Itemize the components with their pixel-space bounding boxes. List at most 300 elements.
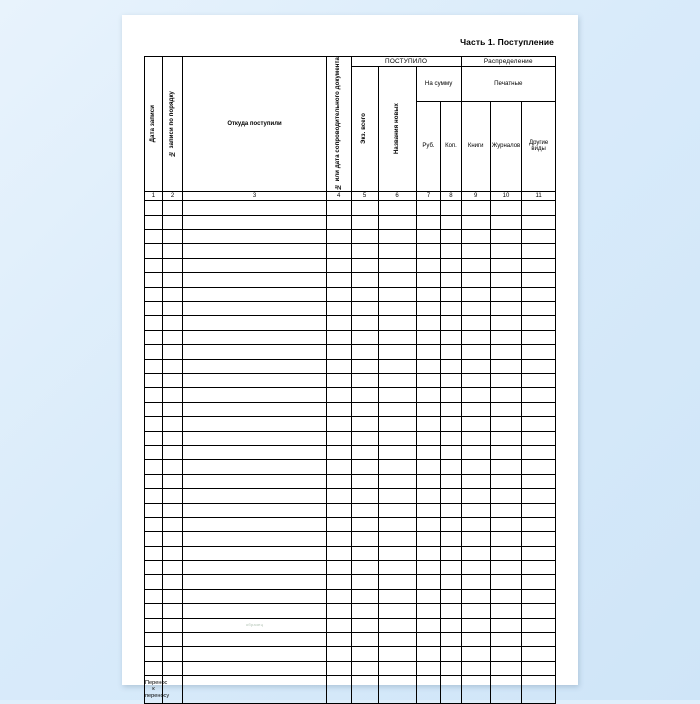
table-cell[interactable] [145, 230, 163, 244]
table-cell[interactable] [145, 316, 163, 330]
table-cell[interactable] [461, 316, 490, 330]
table-cell[interactable] [490, 647, 521, 661]
table-cell[interactable] [490, 575, 521, 589]
table-cell[interactable] [416, 618, 441, 632]
table-cell[interactable] [145, 258, 163, 272]
table-cell[interactable] [416, 258, 441, 272]
table-cell[interactable] [461, 345, 490, 359]
table-cell[interactable] [145, 575, 163, 589]
table-cell[interactable] [416, 345, 441, 359]
table-cell[interactable] [378, 273, 416, 287]
table-cell[interactable] [378, 474, 416, 488]
table-cell[interactable] [162, 230, 182, 244]
table-cell[interactable] [441, 359, 461, 373]
table-cell[interactable] [183, 302, 327, 316]
table-cell[interactable] [183, 330, 327, 344]
table-cell[interactable] [351, 373, 378, 387]
table-cell[interactable] [416, 546, 441, 560]
table-cell[interactable] [461, 589, 490, 603]
table-cell[interactable] [522, 330, 556, 344]
table-cell[interactable] [351, 561, 378, 575]
table-cell[interactable] [183, 316, 327, 330]
table-cell[interactable] [145, 402, 163, 416]
table-cell[interactable] [326, 345, 351, 359]
table-cell[interactable] [522, 215, 556, 229]
table-cell[interactable] [490, 431, 521, 445]
table-cell[interactable] [183, 258, 327, 272]
table-cell[interactable] [441, 345, 461, 359]
table-cell[interactable] [522, 517, 556, 531]
table-cell[interactable] [326, 431, 351, 445]
table-cell[interactable] [183, 244, 327, 258]
table-cell[interactable] [490, 244, 521, 258]
table-cell[interactable] [416, 604, 441, 618]
table-cell[interactable] [522, 661, 556, 675]
table-cell[interactable] [351, 532, 378, 546]
table-cell[interactable] [490, 402, 521, 416]
footer-cell-10[interactable] [490, 676, 521, 704]
table-cell[interactable] [183, 287, 327, 301]
table-cell[interactable] [522, 633, 556, 647]
table-cell[interactable] [326, 489, 351, 503]
table-cell[interactable] [416, 517, 441, 531]
table-cell[interactable] [461, 258, 490, 272]
table-cell[interactable] [416, 431, 441, 445]
footer-cell-3[interactable] [183, 676, 327, 704]
table-cell[interactable] [183, 532, 327, 546]
table-cell[interactable] [378, 388, 416, 402]
table-cell[interactable] [162, 244, 182, 258]
table-cell[interactable] [326, 517, 351, 531]
table-cell[interactable] [326, 647, 351, 661]
table-cell[interactable] [162, 359, 182, 373]
table-cell[interactable] [162, 345, 182, 359]
table-cell[interactable] [378, 561, 416, 575]
table-cell[interactable] [326, 402, 351, 416]
table-cell[interactable] [416, 561, 441, 575]
table-cell[interactable] [378, 445, 416, 459]
table-cell[interactable] [461, 417, 490, 431]
table-cell[interactable] [461, 546, 490, 560]
table-cell[interactable] [183, 460, 327, 474]
table-cell[interactable] [145, 388, 163, 402]
table-cell[interactable] [183, 230, 327, 244]
table-cell[interactable] [351, 316, 378, 330]
table-cell[interactable] [183, 474, 327, 488]
table-cell[interactable] [416, 215, 441, 229]
table-cell[interactable] [145, 604, 163, 618]
table-cell[interactable] [461, 359, 490, 373]
table-cell[interactable] [162, 445, 182, 459]
table-cell[interactable] [145, 345, 163, 359]
table-cell[interactable] [183, 273, 327, 287]
table-cell[interactable] [416, 244, 441, 258]
table-cell[interactable] [378, 345, 416, 359]
table-cell[interactable] [326, 532, 351, 546]
table-cell[interactable] [490, 661, 521, 675]
table-cell[interactable] [145, 618, 163, 632]
table-cell[interactable] [490, 287, 521, 301]
table-cell[interactable] [441, 445, 461, 459]
table-cell[interactable] [490, 388, 521, 402]
table-cell[interactable] [351, 589, 378, 603]
table-cell[interactable] [416, 503, 441, 517]
table-cell[interactable] [441, 589, 461, 603]
table-cell[interactable] [145, 417, 163, 431]
table-cell[interactable] [416, 661, 441, 675]
table-cell[interactable] [522, 532, 556, 546]
table-cell[interactable] [162, 561, 182, 575]
table-cell[interactable] [326, 201, 351, 215]
table-cell[interactable] [378, 201, 416, 215]
table-cell[interactable] [490, 633, 521, 647]
table-cell[interactable] [461, 575, 490, 589]
table-cell[interactable] [441, 287, 461, 301]
table-cell[interactable] [461, 503, 490, 517]
table-cell[interactable] [461, 302, 490, 316]
table-cell[interactable] [145, 460, 163, 474]
table-cell[interactable] [441, 244, 461, 258]
table-cell[interactable] [416, 359, 441, 373]
table-cell[interactable] [522, 345, 556, 359]
table-cell[interactable] [351, 230, 378, 244]
table-cell[interactable] [351, 388, 378, 402]
table-cell[interactable] [145, 546, 163, 560]
table-cell[interactable] [145, 302, 163, 316]
table-cell[interactable] [461, 460, 490, 474]
table-cell[interactable] [351, 302, 378, 316]
table-cell[interactable] [162, 388, 182, 402]
footer-cell-11[interactable] [522, 676, 556, 704]
table-cell[interactable] [183, 359, 327, 373]
table-cell[interactable] [461, 273, 490, 287]
table-cell[interactable] [162, 589, 182, 603]
table-cell[interactable] [522, 604, 556, 618]
table-cell[interactable] [522, 589, 556, 603]
table-cell[interactable] [416, 273, 441, 287]
table-cell[interactable] [183, 633, 327, 647]
table-cell[interactable] [351, 474, 378, 488]
table-cell[interactable] [183, 373, 327, 387]
footer-cell-5[interactable] [351, 676, 378, 704]
table-cell[interactable] [522, 503, 556, 517]
table-cell[interactable] [461, 330, 490, 344]
table-cell[interactable] [490, 273, 521, 287]
table-cell[interactable] [461, 388, 490, 402]
table-cell[interactable] [461, 230, 490, 244]
table-cell[interactable] [522, 431, 556, 445]
table-cell[interactable] [441, 604, 461, 618]
table-cell[interactable] [145, 474, 163, 488]
table-cell[interactable] [461, 474, 490, 488]
table-cell[interactable] [326, 230, 351, 244]
table-cell[interactable] [378, 589, 416, 603]
footer-cell-6[interactable] [378, 676, 416, 704]
table-cell[interactable] [145, 215, 163, 229]
table-cell[interactable] [441, 460, 461, 474]
table-cell[interactable] [441, 489, 461, 503]
table-cell[interactable] [351, 517, 378, 531]
table-cell[interactable] [416, 647, 441, 661]
table-cell[interactable] [351, 460, 378, 474]
table-cell[interactable] [490, 604, 521, 618]
table-cell[interactable] [183, 388, 327, 402]
table-cell[interactable] [145, 431, 163, 445]
table-cell[interactable] [522, 316, 556, 330]
table-cell[interactable] [326, 244, 351, 258]
table-cell[interactable] [183, 345, 327, 359]
table-cell[interactable] [441, 302, 461, 316]
table-cell[interactable] [522, 201, 556, 215]
table-cell[interactable] [145, 589, 163, 603]
table-cell[interactable] [326, 215, 351, 229]
table-cell[interactable] [326, 661, 351, 675]
table-cell[interactable] [490, 618, 521, 632]
table-cell[interactable] [461, 532, 490, 546]
table-cell[interactable] [326, 445, 351, 459]
table-cell[interactable] [351, 647, 378, 661]
table-cell[interactable] [162, 215, 182, 229]
footer-cell-9[interactable] [461, 676, 490, 704]
table-cell[interactable] [162, 316, 182, 330]
table-cell[interactable] [378, 316, 416, 330]
table-cell[interactable] [441, 633, 461, 647]
table-cell[interactable] [162, 417, 182, 431]
table-cell[interactable] [522, 230, 556, 244]
table-cell[interactable] [416, 302, 441, 316]
table-cell[interactable] [162, 431, 182, 445]
table-cell[interactable] [183, 661, 327, 675]
table-cell[interactable] [351, 431, 378, 445]
table-cell[interactable] [351, 215, 378, 229]
table-cell[interactable] [351, 273, 378, 287]
table-cell[interactable] [378, 215, 416, 229]
table-cell[interactable] [326, 503, 351, 517]
table-cell[interactable] [522, 273, 556, 287]
table-cell[interactable] [162, 402, 182, 416]
table-cell[interactable] [183, 575, 327, 589]
table-cell[interactable] [162, 273, 182, 287]
table-cell[interactable] [490, 330, 521, 344]
table-cell[interactable] [162, 575, 182, 589]
table-cell[interactable] [378, 431, 416, 445]
table-cell[interactable] [490, 503, 521, 517]
table-cell[interactable] [441, 575, 461, 589]
table-cell[interactable] [378, 460, 416, 474]
table-cell[interactable] [183, 417, 327, 431]
table-cell[interactable] [351, 503, 378, 517]
table-cell[interactable] [326, 604, 351, 618]
table-cell[interactable] [522, 561, 556, 575]
table-cell[interactable] [441, 474, 461, 488]
table-cell[interactable] [145, 633, 163, 647]
table-cell[interactable] [416, 287, 441, 301]
footer-cell-4[interactable] [326, 676, 351, 704]
table-cell[interactable] [351, 244, 378, 258]
table-cell[interactable] [351, 402, 378, 416]
table-cell[interactable] [351, 575, 378, 589]
table-cell[interactable] [522, 417, 556, 431]
table-cell[interactable] [441, 230, 461, 244]
table-cell[interactable] [490, 230, 521, 244]
table-cell[interactable] [351, 618, 378, 632]
table-cell[interactable] [183, 546, 327, 560]
table-cell[interactable] [522, 647, 556, 661]
table-cell[interactable] [461, 215, 490, 229]
table-cell[interactable] [490, 561, 521, 575]
table-cell[interactable] [490, 589, 521, 603]
table-cell[interactable] [378, 661, 416, 675]
table-cell[interactable] [326, 417, 351, 431]
table-cell[interactable] [490, 546, 521, 560]
table-cell[interactable] [378, 489, 416, 503]
table-cell[interactable] [162, 633, 182, 647]
table-cell[interactable] [326, 273, 351, 287]
table-cell[interactable] [490, 373, 521, 387]
table-cell[interactable] [416, 633, 441, 647]
table-cell[interactable] [162, 373, 182, 387]
table-cell[interactable] [461, 445, 490, 459]
table-cell[interactable] [461, 561, 490, 575]
table-cell[interactable] [183, 589, 327, 603]
table-cell[interactable] [162, 460, 182, 474]
table-cell[interactable] [351, 359, 378, 373]
table-cell[interactable] [326, 330, 351, 344]
table-cell[interactable] [522, 302, 556, 316]
table-cell[interactable] [441, 618, 461, 632]
table-cell[interactable] [522, 258, 556, 272]
table-cell[interactable] [416, 532, 441, 546]
table-cell[interactable] [162, 618, 182, 632]
table-cell[interactable] [351, 417, 378, 431]
table-cell[interactable] [441, 661, 461, 675]
table-cell[interactable] [522, 388, 556, 402]
table-cell[interactable] [162, 517, 182, 531]
table-cell[interactable] [183, 445, 327, 459]
table-cell[interactable] [326, 359, 351, 373]
table-cell[interactable] [441, 417, 461, 431]
table-cell[interactable] [522, 546, 556, 560]
table-cell[interactable] [378, 633, 416, 647]
table-cell[interactable] [441, 402, 461, 416]
table-cell[interactable] [522, 618, 556, 632]
table-cell[interactable] [183, 618, 327, 632]
table-cell[interactable] [378, 359, 416, 373]
table-cell[interactable] [145, 532, 163, 546]
table-cell[interactable] [145, 445, 163, 459]
table-cell[interactable] [183, 517, 327, 531]
table-cell[interactable] [441, 532, 461, 546]
table-cell[interactable] [522, 489, 556, 503]
table-cell[interactable] [490, 417, 521, 431]
table-cell[interactable] [145, 661, 163, 675]
table-cell[interactable] [378, 287, 416, 301]
table-cell[interactable] [522, 474, 556, 488]
table-cell[interactable] [162, 474, 182, 488]
table-cell[interactable] [145, 489, 163, 503]
table-cell[interactable] [326, 633, 351, 647]
table-cell[interactable] [378, 618, 416, 632]
table-cell[interactable] [326, 258, 351, 272]
table-cell[interactable] [522, 244, 556, 258]
footer-cell-8[interactable] [441, 676, 461, 704]
table-cell[interactable] [326, 373, 351, 387]
table-cell[interactable] [162, 532, 182, 546]
table-cell[interactable] [441, 373, 461, 387]
table-cell[interactable] [378, 244, 416, 258]
table-cell[interactable] [441, 546, 461, 560]
table-cell[interactable] [522, 373, 556, 387]
table-cell[interactable] [490, 258, 521, 272]
table-cell[interactable] [461, 517, 490, 531]
table-cell[interactable] [351, 633, 378, 647]
table-cell[interactable] [162, 604, 182, 618]
table-cell[interactable] [441, 201, 461, 215]
table-cell[interactable] [183, 604, 327, 618]
table-cell[interactable] [441, 258, 461, 272]
table-cell[interactable] [183, 561, 327, 575]
table-cell[interactable] [441, 388, 461, 402]
table-cell[interactable] [461, 431, 490, 445]
table-cell[interactable] [441, 517, 461, 531]
table-cell[interactable] [183, 201, 327, 215]
table-cell[interactable] [145, 373, 163, 387]
table-cell[interactable] [441, 273, 461, 287]
table-cell[interactable] [378, 517, 416, 531]
table-cell[interactable] [162, 661, 182, 675]
table-cell[interactable] [490, 532, 521, 546]
table-cell[interactable] [378, 230, 416, 244]
table-cell[interactable] [416, 445, 441, 459]
table-cell[interactable] [378, 402, 416, 416]
table-cell[interactable] [326, 561, 351, 575]
table-cell[interactable] [490, 517, 521, 531]
table-cell[interactable] [351, 330, 378, 344]
table-cell[interactable] [326, 589, 351, 603]
table-cell[interactable] [490, 215, 521, 229]
table-cell[interactable] [326, 460, 351, 474]
table-cell[interactable] [183, 431, 327, 445]
table-cell[interactable] [351, 345, 378, 359]
table-cell[interactable] [378, 258, 416, 272]
table-cell[interactable] [162, 489, 182, 503]
table-cell[interactable] [490, 316, 521, 330]
table-cell[interactable] [522, 460, 556, 474]
table-cell[interactable] [441, 316, 461, 330]
table-cell[interactable] [145, 287, 163, 301]
footer-cell-7[interactable] [416, 676, 441, 704]
table-cell[interactable] [183, 647, 327, 661]
table-cell[interactable] [145, 201, 163, 215]
table-cell[interactable] [441, 647, 461, 661]
table-cell[interactable] [416, 417, 441, 431]
table-cell[interactable] [183, 402, 327, 416]
table-cell[interactable] [326, 575, 351, 589]
table-cell[interactable] [162, 503, 182, 517]
table-cell[interactable] [378, 503, 416, 517]
table-cell[interactable] [145, 273, 163, 287]
table-cell[interactable] [416, 402, 441, 416]
table-cell[interactable] [461, 287, 490, 301]
table-cell[interactable] [378, 604, 416, 618]
table-cell[interactable] [326, 316, 351, 330]
table-cell[interactable] [461, 647, 490, 661]
table-cell[interactable] [441, 561, 461, 575]
table-cell[interactable] [145, 359, 163, 373]
table-cell[interactable] [441, 330, 461, 344]
table-cell[interactable] [441, 215, 461, 229]
table-cell[interactable] [441, 431, 461, 445]
